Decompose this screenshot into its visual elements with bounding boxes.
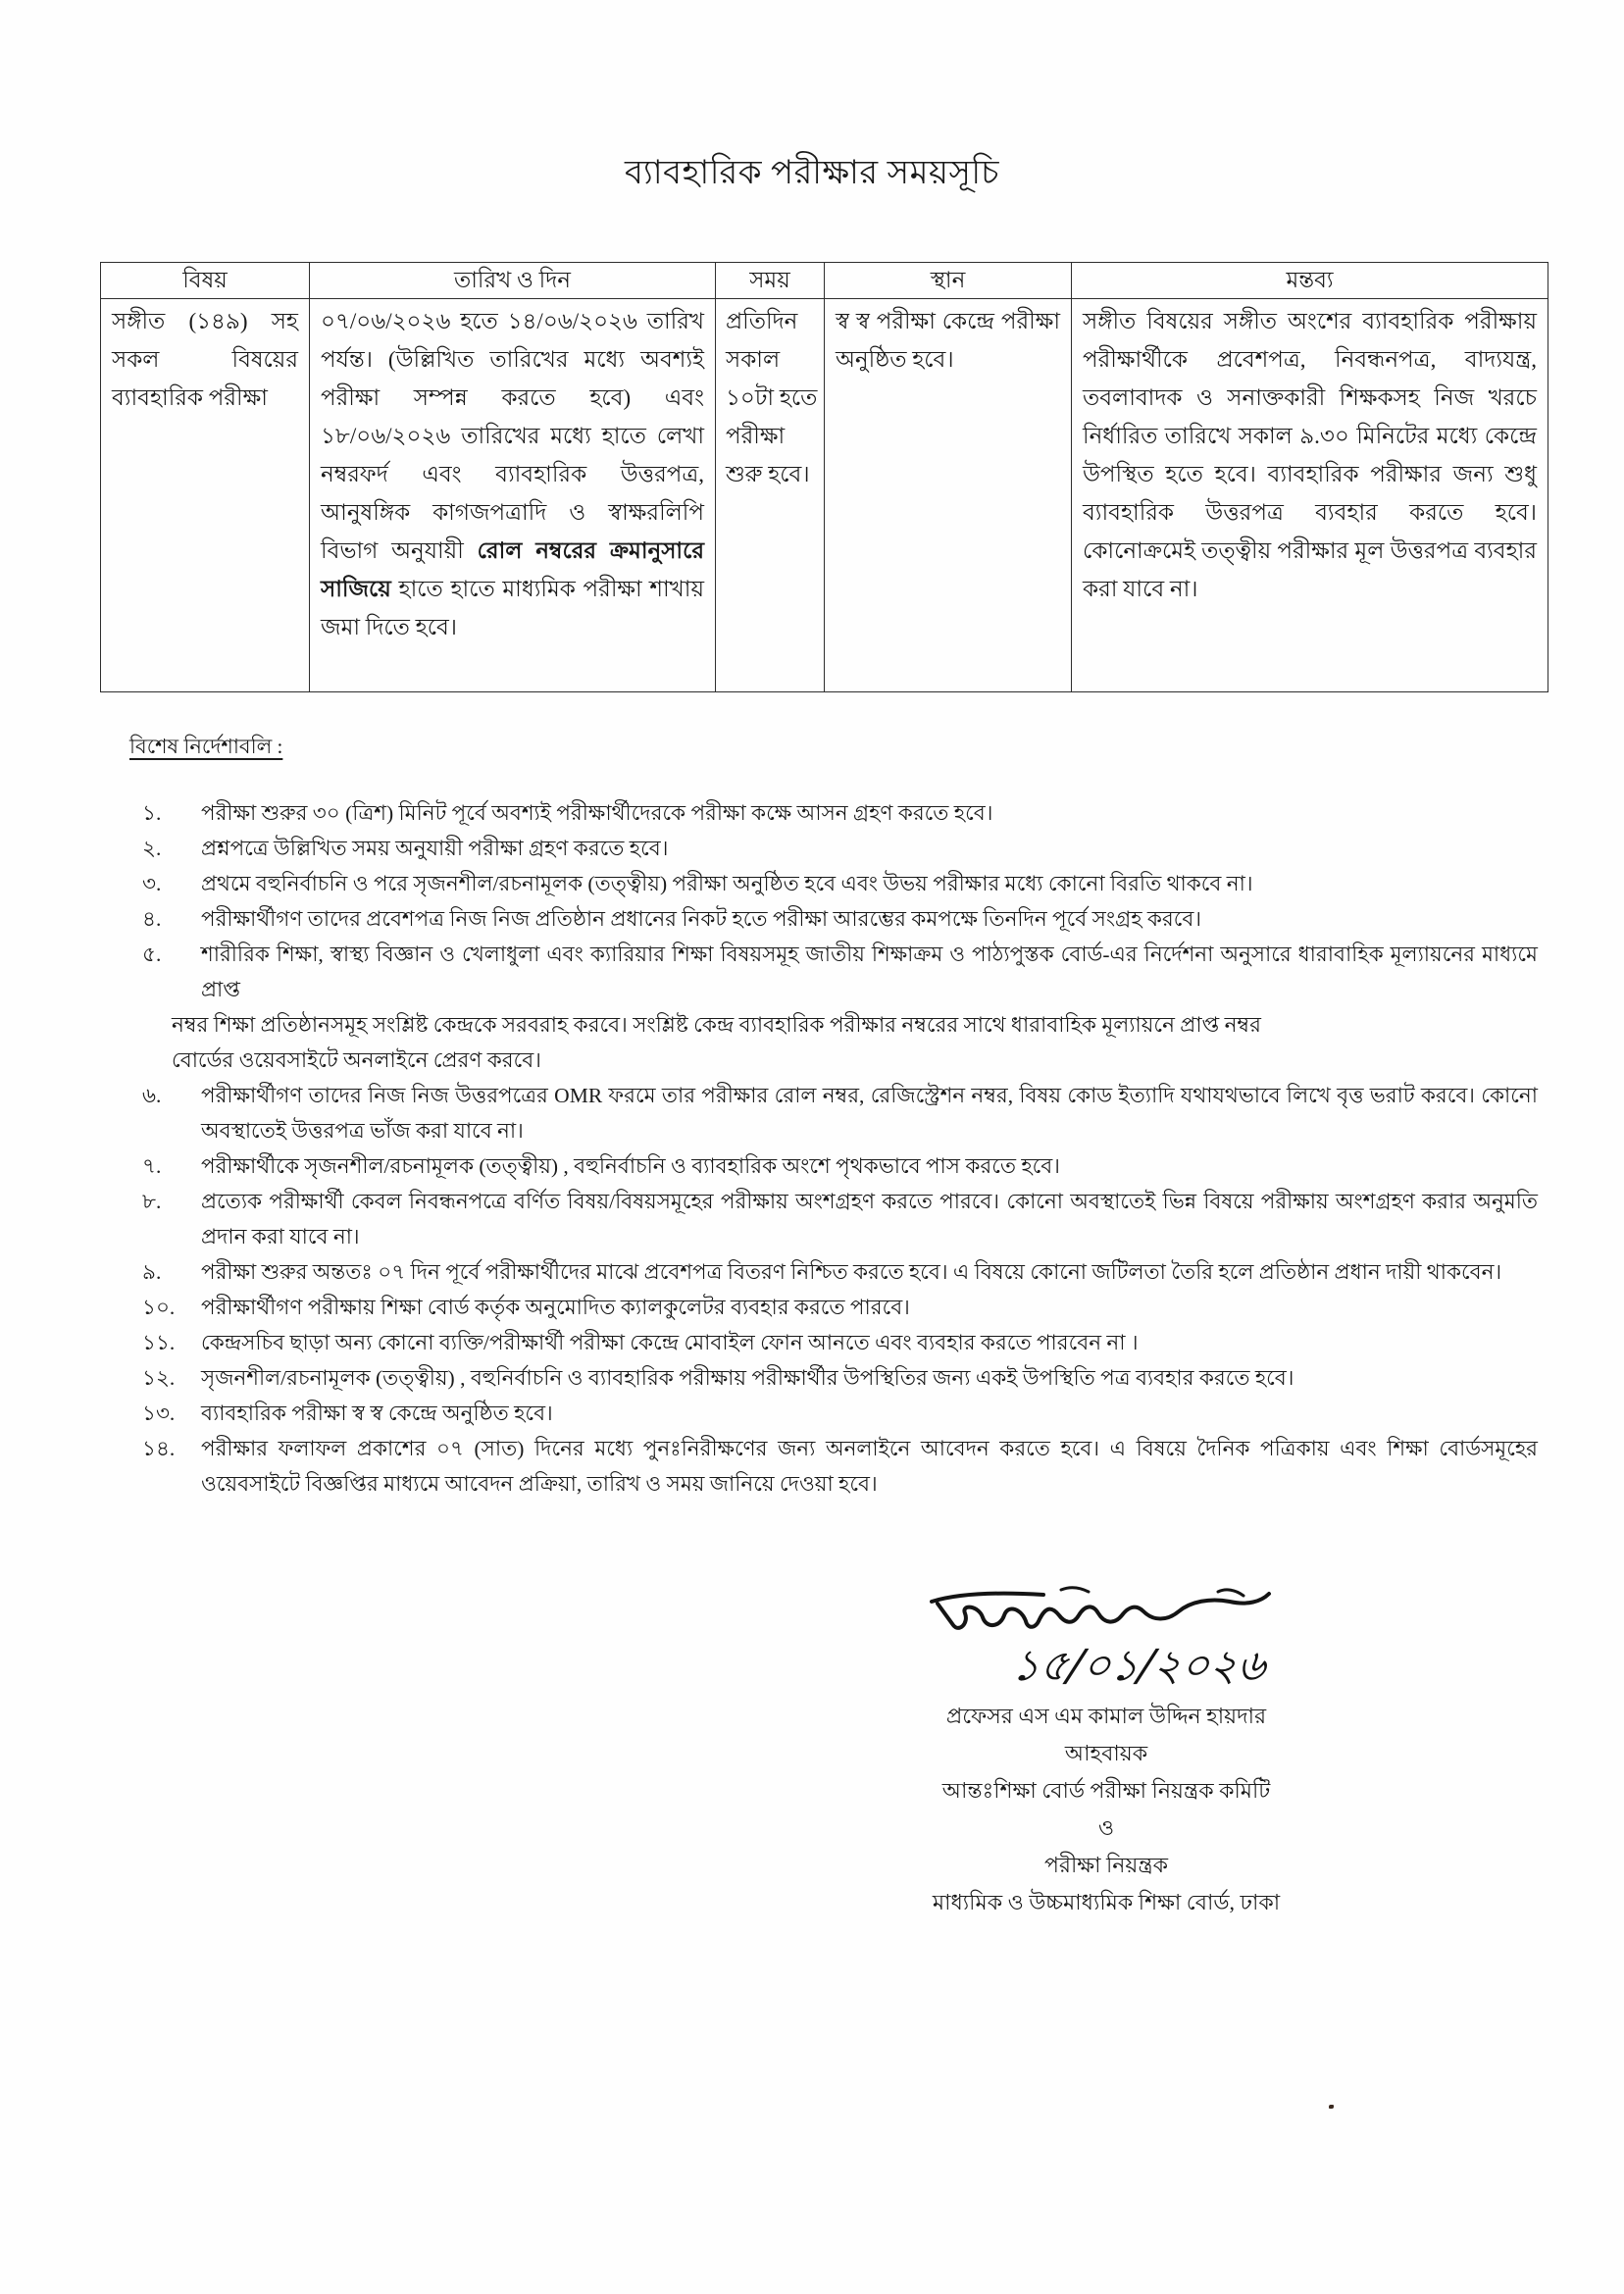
instruction-item bbox=[142, 1184, 1538, 1254]
instruction-text: পরীক্ষার্থীগণ পরীক্ষায় শিক্ষা বোর্ড কর্তৃক অনুমোদিত ক্যালকুলেটর ব্যবহার করতে পারবে। bbox=[201, 1296, 910, 1319]
instruction-number: ৮. bbox=[142, 1190, 162, 1213]
signatory-conjunction: ও bbox=[1097, 1815, 1115, 1840]
instruction-text: প্রত্যেক পরীক্ষার্থী কেবল নিবন্ধনপত্রে বর্ণিত বিষয়/বিষয়সমূহের পরীক্ষায় অংশগ্রহণ করতে পারবে। কোনো অবস্থাতেই ভিন্ন বিষয়ে পরীক্ষায় অংশগ্রহণ করার অনুমতি প্রদান করা যাবে না। bbox=[201, 1190, 1538, 1249]
instruction-item bbox=[142, 1325, 1538, 1360]
instruction-number: ৯. bbox=[142, 1260, 162, 1284]
cell-venue: স্ব স্ব পরীক্ষা কেন্দ্রে পরীক্ষা অনুষ্ঠিত হবে। bbox=[825, 299, 1072, 692]
signature-block bbox=[812, 1582, 1400, 1921]
instruction-text: প্রশ্নপত্রে উল্লিখিত সময় অনুযায়ী পরীক্ষা গ্রহণ করতে হবে। bbox=[201, 837, 669, 860]
date-text-bold: রোল নম্বরের ক্রমানুসারে সাজিয়ে bbox=[321, 538, 704, 601]
instruction-number: ৫. bbox=[142, 943, 162, 966]
instruction-text: পরীক্ষা শুরুর অন্ততঃ ০৭ দিন পূর্বে পরীক্ষার্থীদের মাঝে প্রবেশপত্র বিতরণ নিশ্চিত করতে হবে। এ বিষয়ে কোনো জটিলতা তৈরি হলে প্রতিষ্ঠান প্রধান দায়ী থাকবেন। bbox=[201, 1260, 1502, 1284]
instruction-item bbox=[142, 937, 1538, 1078]
instruction-number: ১৪. bbox=[142, 1437, 176, 1460]
instruction-number: ৪. bbox=[142, 907, 162, 931]
signatory-committee: আন্তঃশিক্ষা বোর্ড পরীক্ষা নিয়ন্ত্রক কমিটি bbox=[941, 1778, 1271, 1803]
signatory-name: প্রফেসর এস এম কামাল উদ্দিন হায়দার bbox=[945, 1704, 1267, 1728]
instruction-number: ৬. bbox=[142, 1084, 162, 1107]
instruction-item bbox=[142, 1290, 1538, 1325]
instruction-text-block bbox=[172, 937, 1538, 1078]
header-remarks: মন্তব্য bbox=[1072, 263, 1548, 299]
instruction-continuation-line: নম্বর শিক্ষা প্রতিষ্ঠানসমূহ সংশ্লিষ্ট কেন্দ্রকে সরবরাহ করবে। সংশ্লিষ্ট কেন্দ্র ব্যাবহারিক পরীক্ষার নম্বরের সাথে ধারাবাহিক মূল্যায়নে প্রাপ্ত নম্বর bbox=[172, 1013, 1261, 1037]
header-row bbox=[101, 263, 1548, 299]
instruction-text: পরীক্ষা শুরুর ৩০ (ত্রিশ) মিনিট পূর্বে অবশ্যই পরীক্ষার্থীদেরকে পরীক্ষা কক্ষে আসন গ্রহণ করতে হবে। bbox=[201, 801, 993, 825]
instruction-text: পরীক্ষার্থীকে সৃজনশীল/রচনামূলক (তত্ত্বীয়) , বহুনির্বাচনি ও ব্যাবহারিক অংশে পৃথকভাবে পাস করতে হবে। bbox=[201, 1154, 1060, 1178]
signature-date: ১৫/০১/২০২৬ bbox=[1008, 1641, 1270, 1691]
instruction-item bbox=[142, 1396, 1538, 1431]
instruction-number: ১০. bbox=[142, 1296, 176, 1319]
cell-subject: সঙ্গীত (১৪৯) সহ সকল বিষয়ের ব্যাবহারিক পরীক্ষা bbox=[101, 299, 310, 692]
table-body bbox=[101, 299, 1548, 692]
instruction-item bbox=[142, 1078, 1538, 1148]
instruction-number: ২. bbox=[142, 837, 162, 860]
instruction-number: ১২. bbox=[142, 1366, 176, 1390]
instruction-number: ১১. bbox=[142, 1331, 176, 1354]
instruction-number: ১. bbox=[142, 801, 162, 825]
cell-time: প্রতিদিন সকাল ১০টা হতে পরীক্ষা শুরু হবে। bbox=[716, 299, 825, 692]
header-date: তারিখ ও দিন bbox=[310, 263, 716, 299]
instruction-text: প্রথমে বহুনির্বাচনি ও পরে সৃজনশীল/রচনামূলক (তত্ত্বীয়) পরীক্ষা অনুষ্ঠিত হবে এবং উভয় পরীক্ষার মধ্যে কোনো বিরতি থাকবে না। bbox=[201, 872, 1253, 895]
instruction-item bbox=[142, 831, 1538, 866]
instructions-heading bbox=[129, 732, 1624, 761]
page-title: ব্যাবহারিক পরীক্ষার সময়সূচি bbox=[624, 155, 1000, 191]
cell-remarks: সঙ্গীত বিষয়ের সঙ্গীত অংশের ব্যাবহারিক পরীক্ষায় পরীক্ষার্থীকে প্রবেশপত্র, নিবন্ধনপত্র, বাদ্যযন্ত্র, তবলাবাদক ও সনাক্তকারী শিক্ষকসহ নিজ খরচে নির্ধারিত তারিখে সকাল ৯.৩০ মিনিটের মধ্যে কেন্দ্রে উপস্থিত হতে হবে। ব্যাবহারিক পরীক্ষার জন্য শুধু ব্যাবহারিক উত্তরপত্র ব্যবহার করতে হবে। কোনোক্রমেই তত্ত্বীয় পরীক্ষার মূল উত্তরপত্র ব্যবহার করা যাবে না। bbox=[1072, 299, 1548, 692]
instruction-text: ব্যাবহারিক পরীক্ষা স্ব স্ব কেন্দ্রে অনুষ্ঠিত হবে। bbox=[201, 1402, 553, 1425]
signature-graphic bbox=[812, 1582, 1400, 1698]
instruction-item bbox=[142, 901, 1538, 937]
table-row bbox=[101, 299, 1548, 692]
instruction-text: পরীক্ষার্থীগণ তাদের নিজ নিজ উত্তরপত্রের OMR ফরমে তার পরীক্ষার রোল নম্বর, রেজিস্ট্রেশন নম্বর, বিষয় কোড ইত্যাদি যথাযথভাবে লিখে বৃত্ত ভরাট করবে। কোনো অবস্থাতেই উত্তরপত্র ভাঁজ করা যাবে না। bbox=[201, 1084, 1538, 1143]
instruction-text: পরীক্ষার ফলাফল প্রকাশের ০৭ (সাত) দিনের মধ্যে পুনঃনিরীক্ষণের জন্য অনলাইনে আবেদন করতে হবে। এ বিষয়ে দৈনিক পত্রিকায় এবং শিক্ষা বোর্ডসমূহের ওয়েবসাইটে বিজ্ঞপ্তির মাধ্যমে আবেদন প্রক্রিয়া, তারিখ ও সময় জানিয়ে দেওয়া হবে। bbox=[201, 1437, 1538, 1496]
signatory-title: পরীক্ষা নিয়ন্ত্রক bbox=[1043, 1853, 1169, 1877]
instruction-text: কেন্দ্রসচিব ছাড়া অন্য কোনো ব্যক্তি/পরীক্ষার্থী পরীক্ষা কেন্দ্রে মোবাইল ফোন আনতে এবং ব্যবহার করতে পারবেন না । bbox=[201, 1331, 1139, 1354]
instruction-item bbox=[142, 1254, 1538, 1290]
instruction-number: ১৩. bbox=[142, 1402, 176, 1425]
signatory-role: আহবায়ক bbox=[1064, 1741, 1148, 1765]
header-venue: স্থান bbox=[825, 263, 1072, 299]
signatory-board: মাধ্যমিক ও উচ্চমাধ্যমিক শিক্ষা বোর্ড, ঢাকা bbox=[932, 1890, 1281, 1914]
date-text: ০৭/০৬/২০২৬ হতে ১৪/০৬/২০২৬ তারিখ পর্যন্ত। (উল্লিখিত তারিখের মধ্যে অবশ্যই পরীক্ষা সম্পন্ন করতে হবে) এবং ১৮/০৬/২০২৬ তারিখের মধ্যে হাতে লেখা নম্বরফর্দ এবং ব্যাবহারিক উত্তরপত্র, আনুষঙ্গিক কাগজপত্রাদি ও স্বাক্ষরলিপি বিভাগ অনুযায়ী bbox=[321, 309, 704, 563]
table-header bbox=[101, 263, 1548, 299]
instruction-continuation-line: বোর্ডের ওয়েবসাইটে অনলাইনে প্রেরণ করবে। bbox=[172, 1048, 541, 1072]
header-time: সময় bbox=[716, 263, 825, 299]
instruction-item bbox=[142, 795, 1538, 831]
instructions-heading-text: বিশেষ নির্দেশাবলি : bbox=[129, 735, 283, 758]
instructions-list bbox=[142, 795, 1538, 1502]
cell-date bbox=[310, 299, 716, 692]
instruction-text: শারীরিক শিক্ষা, স্বাস্থ্য বিজ্ঞান ও খেলাধুলা এবং ক্যারিয়ার শিক্ষা বিষয়সমূহ জাতীয় শিক্ষাক্রম ও পাঠ্যপুস্তক বোর্ড-এর নির্দেশনা অনুসারে ধারাবাহিক মূল্যায়নের মাধ্যমে প্রাপ্ত bbox=[201, 943, 1538, 1001]
instruction-text: পরীক্ষার্থীগণ তাদের প্রবেশপত্র নিজ নিজ প্রতিষ্ঠান প্রধানের নিকট হতে পরীক্ষা আরম্ভের কমপক্ষে তিনদিন পূর্বে সংগ্রহ করবে। bbox=[201, 907, 1202, 931]
instruction-item bbox=[142, 1431, 1538, 1502]
handwritten-signature bbox=[924, 1582, 1277, 1645]
instruction-item bbox=[142, 1360, 1538, 1396]
date-text-end: হাতে হাতে মাধ্যমিক পরীক্ষা শাখায় জমা দিতে হবে। bbox=[321, 577, 704, 639]
header-subject: বিষয় bbox=[101, 263, 310, 299]
instruction-item bbox=[142, 866, 1538, 901]
instruction-text: সৃজনশীল/রচনামূলক (তত্ত্বীয়) , বহুনির্বাচনি ও ব্যাবহারিক পরীক্ষায় পরীক্ষার্থীর উপস্থিতির জন্য একই উপস্থিতি পত্র ব্যবহার করতে হবে। bbox=[201, 1366, 1294, 1390]
schedule-table bbox=[100, 262, 1548, 692]
instruction-item bbox=[142, 1148, 1538, 1184]
scan-speck bbox=[1329, 2105, 1334, 2109]
instruction-number: ৩. bbox=[142, 872, 162, 895]
instruction-number: ৭. bbox=[142, 1154, 162, 1178]
